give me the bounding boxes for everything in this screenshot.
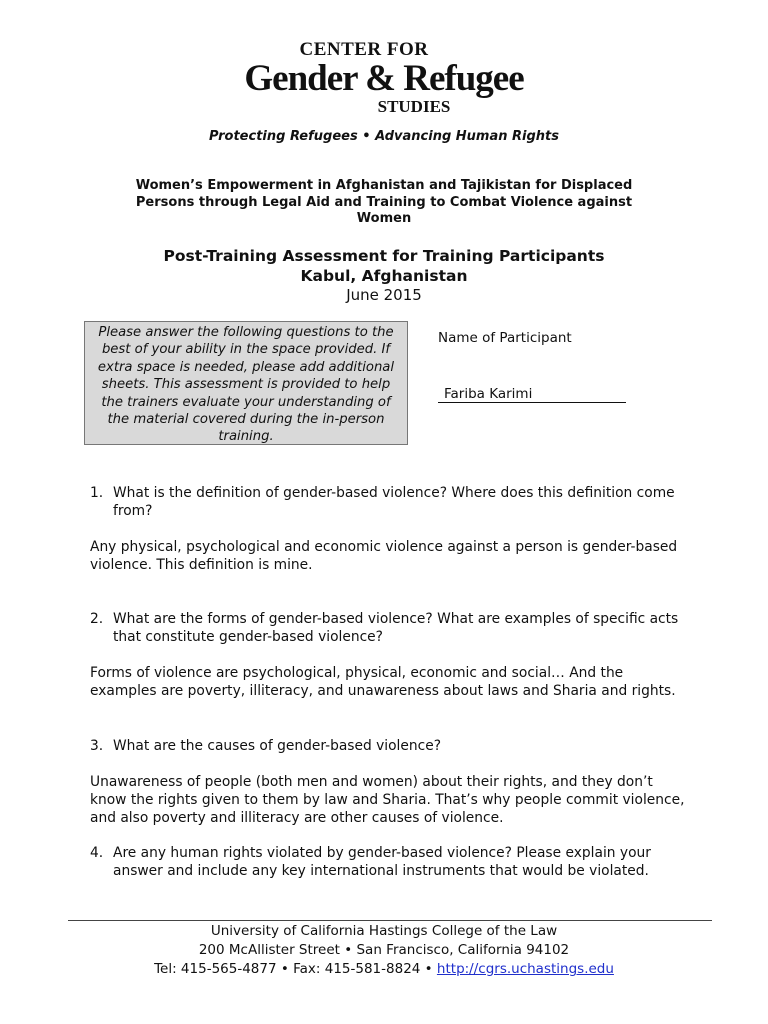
question-number: 2.	[90, 611, 104, 627]
footer-address: 200 McAllister Street • San Francisco, California 94102	[198, 942, 570, 958]
participant-name-field[interactable]: Fariba Karimi	[438, 386, 626, 403]
logo-line-3: STUDIES	[377, 97, 451, 116]
footer-phone-fax: Tel: 415-565-4877 • Fax: 415-581-8824 •	[154, 961, 437, 977]
organization-logo	[0, 40, 768, 116]
question-4	[90, 844, 690, 880]
footer-divider	[68, 920, 712, 921]
assessment-location: Kabul, Afghanistan	[300, 267, 468, 285]
website-link[interactable]: http://cgrs.uchastings.edu	[436, 961, 614, 977]
assessment-title: Post-Training Assessment for Training Participants	[163, 247, 605, 265]
participant-name-label: Name of Participant	[438, 330, 572, 346]
footer-institution: University of California Hastings College of the Law	[210, 923, 558, 939]
answer-2[interactable]: Forms of violence are psychological, physical, economic and social… And the examples are poverty, illiteracy, and unawareness about laws and Sharia and rights.	[90, 665, 676, 700]
question-text: Are any human rights violated by gender-based violence? Please explain your answer and include any key international instruments that would be violated.	[113, 845, 651, 879]
logo-line-2: Gender & Refugee	[244, 58, 524, 99]
question-2	[90, 610, 690, 646]
question-3	[90, 737, 690, 755]
question-number: 1.	[90, 485, 104, 501]
footer-contact	[0, 960, 768, 979]
question-number: 4.	[90, 845, 104, 861]
instructions-box: Please answer the following questions to the best of your ability in the space provided. If extra space is needed, please add additional sheets. This assessment is provided to help the trainers evaluate your understanding of the material covered during the in-person training.	[84, 321, 408, 445]
answer-1[interactable]: Any physical, psychological and economic violence against a person is gender-based violence. This definition is mine.	[90, 539, 678, 574]
project-title: Women’s Empowerment in Afghanistan and Tajikistan for Displaced Persons through Legal Aid and Training to Combat Violence against Women	[135, 178, 633, 226]
question-text: What are the forms of gender-based violence? What are examples of specific acts that constitute gender-based violence?	[113, 611, 679, 645]
question-1	[90, 484, 690, 520]
question-text: What are the causes of gender-based violence?	[113, 738, 442, 754]
assessment-date: June 2015	[346, 286, 422, 304]
assessment-heading	[0, 246, 768, 286]
answer-3[interactable]: Unawareness of people (both men and women) about their rights, and they don’t know the rights given to them by law and Sharia. That’s why people commit violence, and also poverty and illiteracy are other causes of violence.	[90, 774, 685, 827]
question-number: 3.	[90, 738, 104, 754]
tagline: Protecting Refugees • Advancing Human Rights	[208, 129, 560, 144]
logo-line-1: CENTER FOR	[299, 39, 429, 60]
footer	[0, 922, 768, 979]
question-text: What is the definition of gender-based violence? Where does this definition come from?	[113, 485, 675, 519]
